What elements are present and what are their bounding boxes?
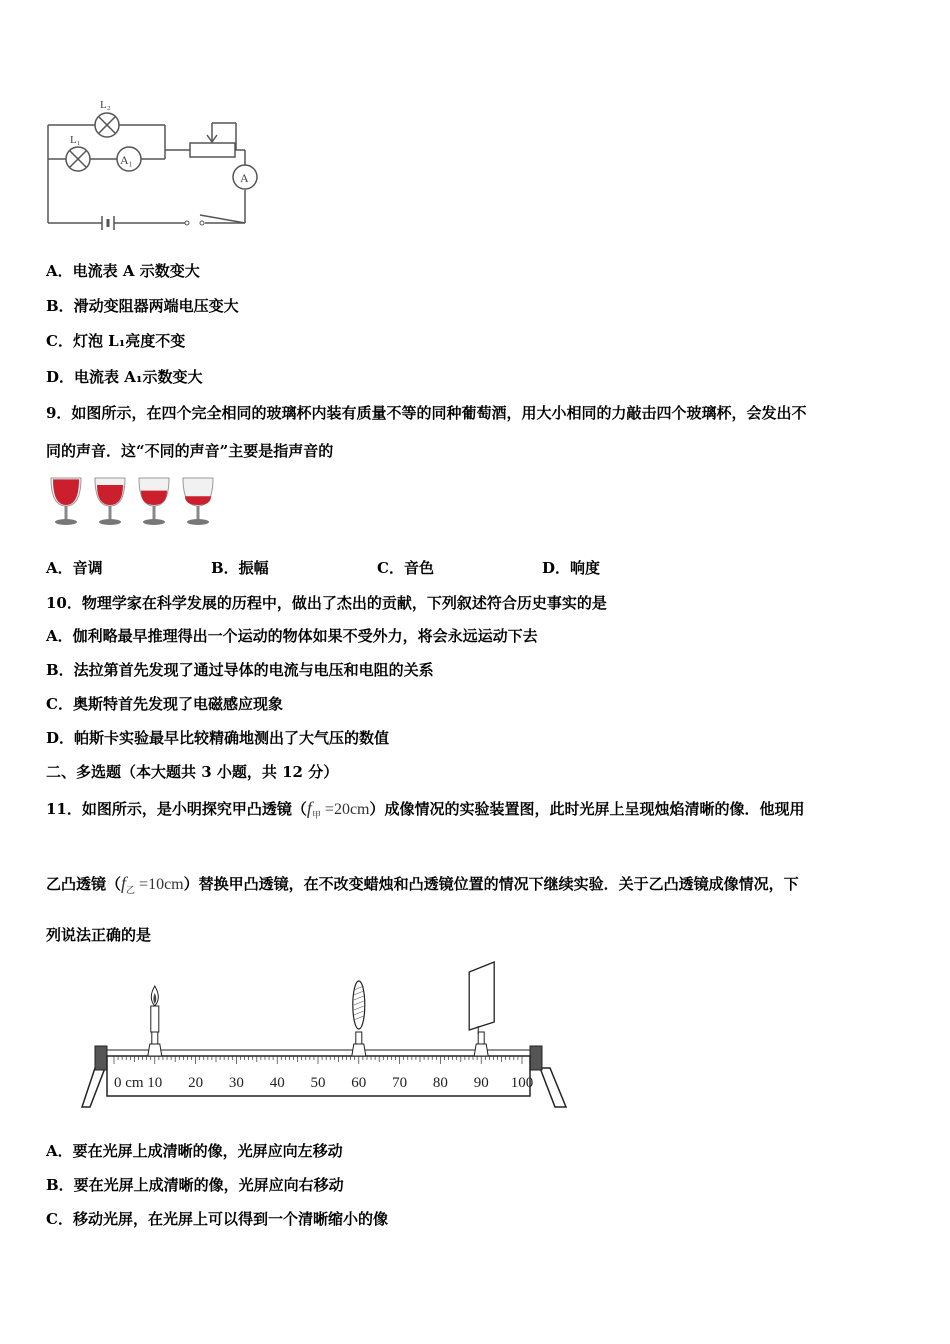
q9-option-d[interactable]: D．响度	[542, 559, 601, 577]
wine-glass-icon	[51, 478, 81, 525]
candle-icon	[151, 986, 159, 1032]
label-a: A	[240, 171, 249, 185]
q9-option-b[interactable]: B．振幅	[211, 559, 269, 577]
q10-option-b[interactable]: B．法拉第首先发现了通过导体的电流与电压和电阻的关系	[46, 661, 434, 679]
scale-tick-label: 20	[188, 1075, 204, 1091]
scale-tick-label: 30	[228, 1075, 244, 1091]
scale-tick-label: 90	[473, 1075, 489, 1091]
q9-option-a[interactable]: A．音调	[46, 559, 103, 577]
q11-option-b[interactable]: B．要在光屏上成清晰的像，光屏应向右移动	[46, 1176, 344, 1194]
q11-option-c[interactable]: C．移动光屏，在光屏上可以得到一个清晰缩小的像	[46, 1210, 388, 1228]
scale-tick-label: 80	[432, 1075, 448, 1091]
q9-stem-line2: 同的声音．这“不同的声音”主要是指声音的	[46, 442, 334, 460]
ammeter-a1-icon	[117, 147, 141, 171]
scale-tick-label: 70	[392, 1075, 408, 1091]
formula-f-yi: $f_乙 =10cm$	[121, 873, 184, 896]
q8-option-d[interactable]: D．电流表 A₁示数变大	[46, 368, 203, 386]
wine-glass-icon	[183, 478, 213, 525]
q11-line1-pre: 11．如图所示，是小明探究甲凸透镜（	[46, 800, 307, 818]
scale-tick-label: 60	[351, 1075, 367, 1091]
q8-option-a[interactable]: A．电流表 A 示数变大	[46, 262, 200, 280]
lamp-l2-icon	[95, 113, 119, 137]
section-title: 二、多选题（本大题共 3 小题，共 12 分）	[46, 763, 339, 781]
convex-lens-icon	[353, 981, 365, 1029]
label-l2: L₂	[100, 99, 111, 111]
q9-stem-line1: 9．如图所示，在四个完全相同的玻璃杯内装有质量不等的同种葡萄酒，用大小相同的力敲击四个玻璃杯，会发出不	[46, 404, 807, 422]
bench-unit-label: 0 cm	[114, 1075, 144, 1091]
wine-glass-icon	[139, 478, 169, 525]
wine-glasses-figure	[46, 470, 221, 530]
q10-stem: 10．物理学家在科学发展的历程中，做出了杰出的贡献，下列叙述符合历史事实的是	[46, 594, 607, 612]
label-l1: L₁	[70, 134, 81, 146]
q11-line2-post: ）替换甲凸透镜，在不改变蜡烛和凸透镜位置的情况下继续实验．关于乙凸透镜成像情况，下	[183, 875, 799, 893]
q11-line1-post: ）成像情况的实验装置图，此时光屏上呈现烛焰清晰的像．他现用	[369, 800, 805, 818]
ammeter-a-icon	[233, 165, 257, 189]
q9-option-c[interactable]: C．音色	[377, 559, 434, 577]
lamp-l1-icon	[66, 147, 90, 171]
q11-line2-pre: 乙凸透镜（	[46, 875, 122, 893]
wine-glass-icon	[95, 478, 125, 525]
q10-option-d[interactable]: D．帕斯卡实验最早比较精确地测出了大气压的数值	[46, 729, 390, 747]
optical-bench-figure	[70, 960, 570, 1112]
q8-option-b[interactable]: B．滑动变阻器两端电压变大	[46, 297, 239, 315]
scale-tick-label: 40	[269, 1075, 285, 1091]
q8-option-c[interactable]: C．灯泡 L₁亮度不变	[46, 332, 186, 350]
q11-stem-line2	[46, 873, 799, 900]
q11-stem-line1	[46, 798, 805, 825]
q11-option-a[interactable]: A．要在光屏上成清晰的像，光屏应向左移动	[46, 1142, 343, 1160]
q10-option-a[interactable]: A．伽利略最早推理得出一个运动的物体如果不受外力，将会永远运动下去	[46, 627, 538, 645]
label-a1: A₁	[120, 153, 133, 167]
circuit-diagram	[40, 95, 270, 235]
scale-tick-label: 100	[510, 1075, 534, 1091]
formula-f-jia: $f_甲 =20cm$	[306, 798, 370, 821]
q10-option-c[interactable]: C．奥斯特首先发现了电磁感应现象	[46, 695, 283, 713]
q11-stem-line3: 列说法正确的是	[46, 926, 152, 944]
scale-tick-label: 50	[310, 1075, 326, 1091]
scale-tick-label: 10	[147, 1075, 163, 1091]
light-screen-icon	[469, 962, 494, 1034]
